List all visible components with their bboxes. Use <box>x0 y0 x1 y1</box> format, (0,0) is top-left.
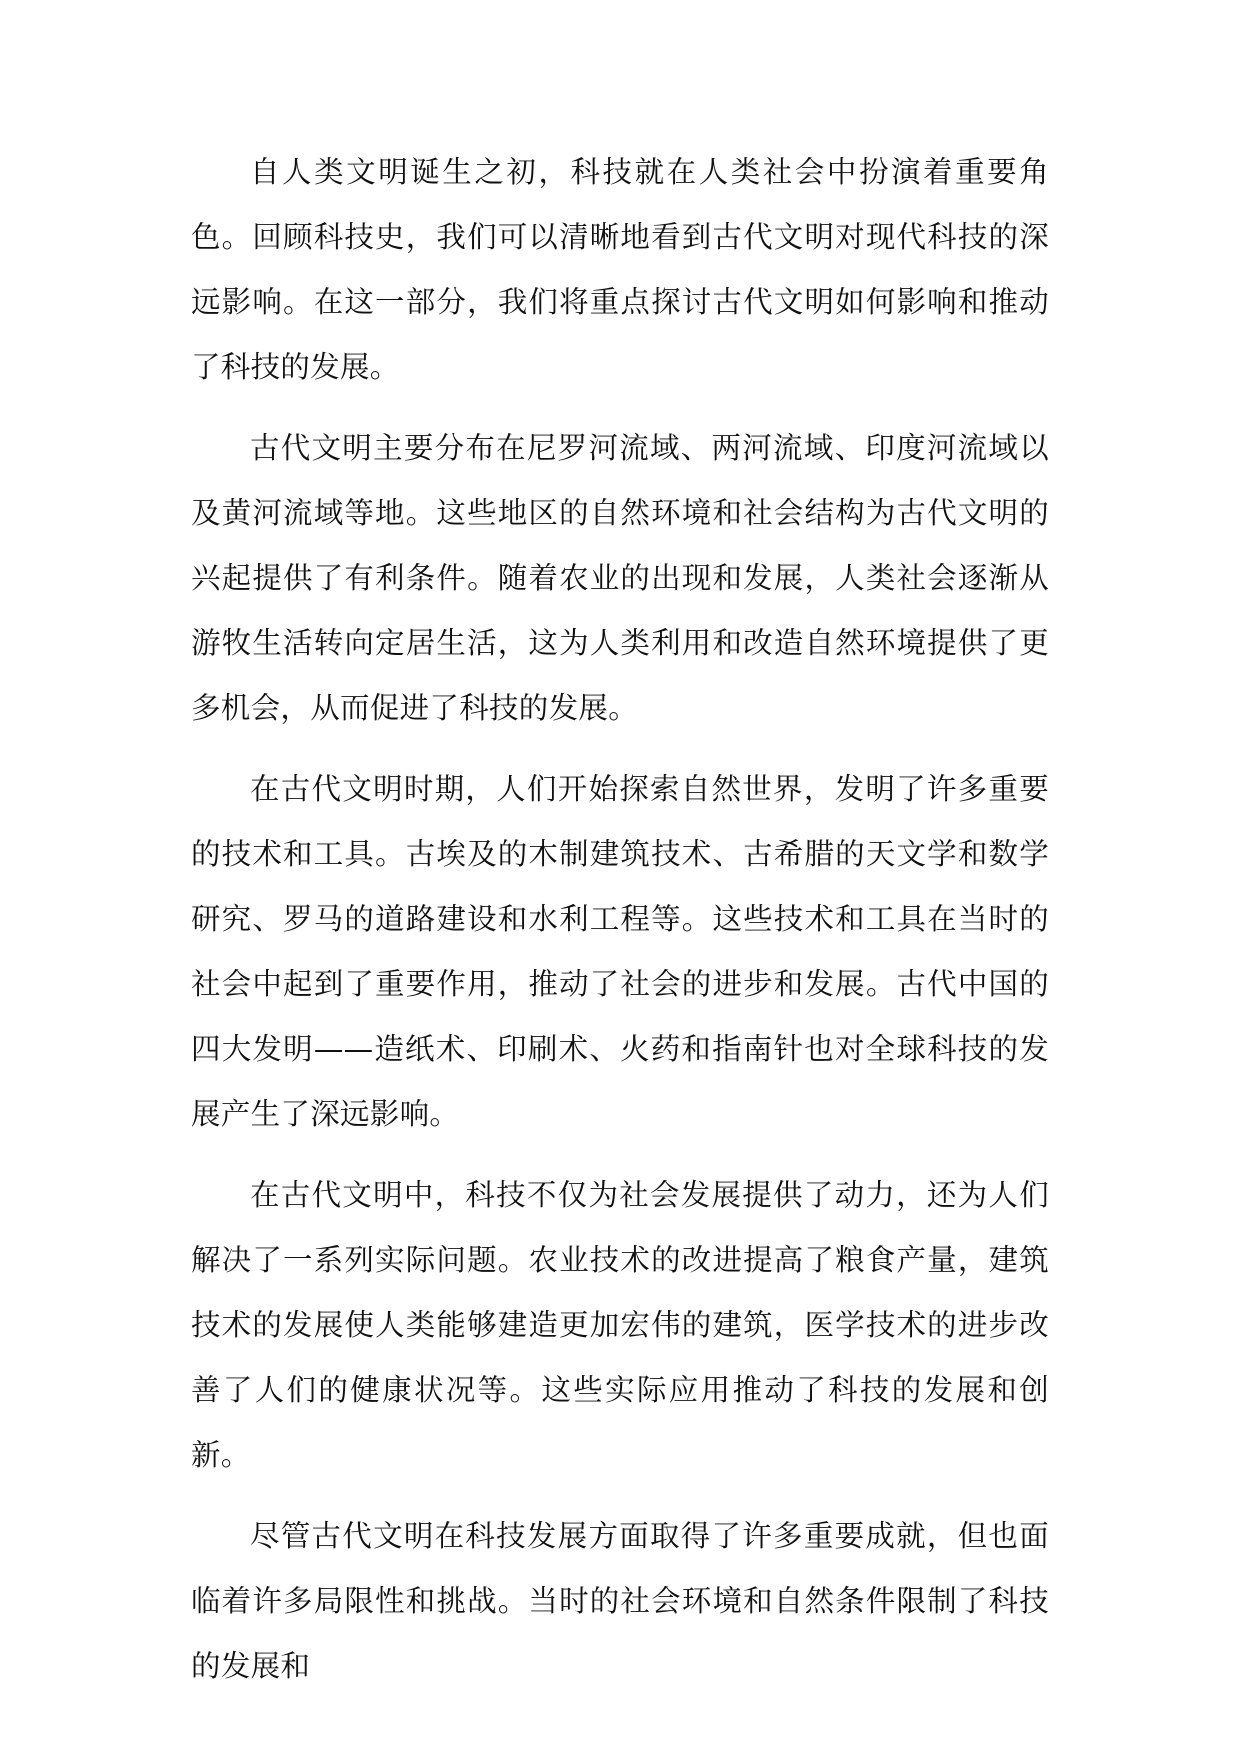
paragraph-2: 古代文明主要分布在尼罗河流域、两河流域、印度河流域以及黄河流域等地。这些地区的自然环境和社会结构为古代文明的兴起提供了有利条件。随着农业的出现和发展，人类社会逐渐从游牧生活转向定居生活，这为人类利用和改造自然环境提供了更多机会，从而促进了科技的发展。 <box>191 431 1049 725</box>
paragraph-4: 在古代文明中，科技不仅为社会发展提供了动力，还为人们解决了一系列实际问题。农业技术的改进提高了粮食产量，建筑技术的发展使人类能够建造更加宏伟的建筑，医学技术的进步改善了人们的健康状况等。这些实际应用推动了科技的发展和创新。 <box>191 1178 1049 1472</box>
document-body <box>191 140 1049 1715</box>
paragraph-3: 在古代文明时期，人们开始探索自然世界，发明了许多重要的技术和工具。古埃及的木制建筑技术、古希腊的天文学和数学研究、罗马的道路建设和水利工程等。这些技术和工具在当时的社会中起到了重要作用，推动了社会的进步和发展。古代中国的四大发明——造纸术、印刷术、火药和指南针也对全球科技的发展产生了深远影响。 <box>191 772 1049 1131</box>
paragraph-5: 尽管古代文明在科技发展方面取得了许多重要成就，但也面临着许多局限性和挑战。当时的社会环境和自然条件限制了科技的发展和 <box>191 1519 1049 1683</box>
paragraph-1: 自人类文明诞生之初，科技就在人类社会中扮演着重要角色。回顾科技史，我们可以清晰地看到古代文明对现代科技的深远影响。在这一部分，我们将重点探讨古代文明如何影响和推动了科技的发展。 <box>191 155 1049 384</box>
